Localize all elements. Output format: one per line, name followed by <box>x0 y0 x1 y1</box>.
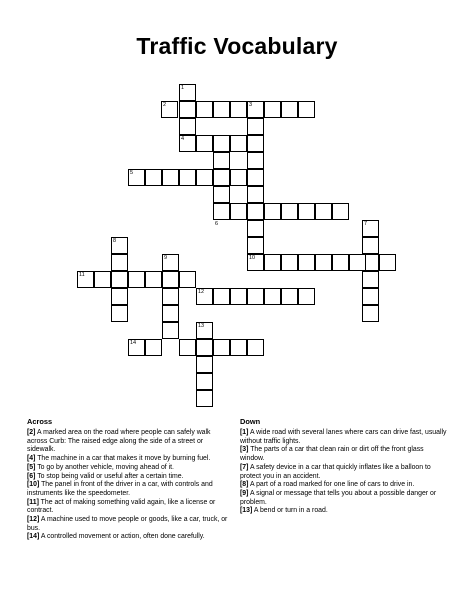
grid-cell[interactable] <box>179 101 196 118</box>
grid-cell[interactable] <box>281 203 298 220</box>
grid-cell[interactable] <box>162 305 179 322</box>
cell-number: 8 <box>113 238 117 244</box>
grid-cell[interactable] <box>196 373 213 390</box>
grid-cell[interactable] <box>179 339 196 356</box>
grid-cell[interactable] <box>162 288 179 305</box>
cell-number: 12 <box>198 289 205 295</box>
clue-text: A controlled movement or action, often done carefully. <box>40 533 205 541</box>
grid-cell[interactable] <box>362 288 379 305</box>
grid-cell[interactable] <box>213 135 230 152</box>
grid-cell[interactable] <box>213 203 230 220</box>
grid-cell[interactable] <box>230 288 247 305</box>
cell-number: 9 <box>164 255 168 261</box>
clue-number: [6] <box>27 472 36 480</box>
across-clue <box>27 481 231 498</box>
grid-cell[interactable] <box>213 288 230 305</box>
grid-cell[interactable] <box>315 254 332 271</box>
clue-number: [11] <box>27 498 39 506</box>
grid-cell[interactable] <box>213 152 230 169</box>
grid-cell[interactable] <box>264 288 281 305</box>
grid-cell[interactable] <box>281 288 298 305</box>
across-clue <box>27 516 231 533</box>
clue-text: A marked area on the road where people can safely walk across Curb: The raised edge along the side of a street or sidewalk. <box>27 429 211 454</box>
down-clue <box>240 446 448 463</box>
puzzle-title: Traffic Vocabulary <box>136 33 338 59</box>
grid-cell[interactable] <box>145 271 162 288</box>
grid-cell[interactable] <box>145 169 162 186</box>
grid-cell[interactable] <box>230 101 247 118</box>
grid-cell[interactable] <box>247 152 264 169</box>
grid-cell[interactable] <box>196 169 213 186</box>
grid-cell[interactable] <box>111 254 128 271</box>
cell-number: 7 <box>364 221 368 227</box>
clue-number: [9] <box>240 489 249 497</box>
clue-number: [10] <box>27 481 40 489</box>
grid-cell[interactable] <box>196 356 213 373</box>
down-clue <box>240 429 448 446</box>
grid-cell[interactable] <box>179 271 196 288</box>
grid-cell[interactable] <box>349 254 366 271</box>
clue-text: The panel in front of the driver in a car, with controls and instruments like the speedometer. <box>27 481 213 497</box>
clue-number: [3] <box>240 446 249 454</box>
grid-cell[interactable] <box>362 237 379 254</box>
cell-number: 14 <box>130 340 137 346</box>
grid-cell[interactable] <box>230 203 247 220</box>
down-heading: Down <box>240 417 261 426</box>
grid-cell[interactable] <box>162 322 179 339</box>
grid-cell[interactable] <box>264 203 281 220</box>
clue-text: A machine used to move people or goods, like a car, truck, or bus. <box>27 516 228 532</box>
clue-number: [7] <box>240 463 249 471</box>
clue-number: [12] <box>27 516 40 524</box>
grid-cell[interactable] <box>213 339 230 356</box>
grid-cell[interactable] <box>332 254 349 271</box>
grid-cell[interactable] <box>230 339 247 356</box>
clue-number: [5] <box>27 463 36 471</box>
clue-text: The act of making something valid again, like a license or contract. <box>27 498 216 515</box>
cell-number: 11 <box>79 272 85 278</box>
clue-number: [4] <box>27 455 36 463</box>
grid-cell[interactable] <box>281 254 298 271</box>
grid-cell[interactable] <box>213 169 230 186</box>
clue-text: To go by another vehicle, moving ahead of it. <box>37 463 174 471</box>
down-clue <box>240 481 448 490</box>
grid-cell[interactable] <box>298 101 315 118</box>
grid-cell[interactable] <box>281 101 298 118</box>
grid-cell[interactable] <box>230 135 247 152</box>
grid-cell[interactable] <box>111 305 128 322</box>
cell-number: 3 <box>249 102 253 108</box>
grid-cell[interactable] <box>247 135 264 152</box>
grid-cell[interactable] <box>247 288 264 305</box>
grid-cell[interactable] <box>264 254 281 271</box>
grid-cell[interactable] <box>145 339 162 356</box>
grid-cell[interactable] <box>94 271 111 288</box>
grid-cell[interactable] <box>179 169 196 186</box>
across-clue <box>27 533 231 542</box>
grid-cell[interactable] <box>247 169 264 186</box>
grid-cell[interactable] <box>362 305 379 322</box>
grid-cell[interactable] <box>362 271 379 288</box>
down-clues <box>240 417 448 516</box>
down-clue <box>240 507 448 516</box>
grid-cell[interactable] <box>196 101 213 118</box>
cell-number: 13 <box>198 323 205 329</box>
grid-cell[interactable] <box>162 271 179 288</box>
grid-cell[interactable] <box>247 186 264 203</box>
clue-number: [2] <box>27 429 36 436</box>
across-clue <box>27 473 231 482</box>
clue-number: [14] <box>27 533 40 541</box>
cell-number: 6 <box>215 221 219 227</box>
grid-cell[interactable] <box>230 169 247 186</box>
down-clue <box>240 464 448 481</box>
clue-text: A wide road with several lanes where cars can drive fast, usually without traffic lights. <box>240 429 447 445</box>
across-clue <box>27 499 231 516</box>
cell-number: 2 <box>163 102 167 108</box>
across-clue <box>27 455 231 464</box>
clue-text: A bend or turn in a road. <box>253 507 328 515</box>
clue-text: To stop being valid or useful after a certain time. <box>37 472 184 480</box>
grid-cell[interactable] <box>298 203 315 220</box>
across-clue <box>27 429 231 455</box>
clue-text: A safety device in a car that quickly inflates like a balloon to protect you in an accident. <box>240 463 431 480</box>
grid-cell[interactable] <box>179 118 196 135</box>
across-heading: Across <box>27 417 53 426</box>
across-clue <box>27 464 231 473</box>
grid-cell[interactable] <box>247 203 264 220</box>
clue-text: A signal or message that tells you about a possible danger or problem. <box>240 489 437 506</box>
across-clues <box>27 417 231 542</box>
grid-cell[interactable] <box>298 288 315 305</box>
grid-cell[interactable] <box>213 101 230 118</box>
grid-cell[interactable] <box>298 254 315 271</box>
clue-number: [1] <box>240 429 249 436</box>
grid-cell[interactable] <box>196 339 213 356</box>
grid-cell[interactable] <box>247 339 264 356</box>
cell-number: 4 <box>181 136 185 142</box>
clue-text: The machine in a car that makes it move by burning fuel. <box>37 455 211 463</box>
grid-cell[interactable] <box>111 288 128 305</box>
grid-cell[interactable] <box>264 101 281 118</box>
clue-number: [8] <box>240 481 249 489</box>
grid-cell[interactable] <box>213 186 230 203</box>
clue-text: A part of a road marked for one line of cars to drive in. <box>249 481 415 489</box>
grid-cell[interactable] <box>247 237 264 254</box>
grid-cell[interactable] <box>162 169 179 186</box>
clue-number: [13] <box>240 507 253 515</box>
grid-cell[interactable] <box>379 254 396 271</box>
grid-cell[interactable] <box>111 271 128 288</box>
grid-cell[interactable] <box>128 271 145 288</box>
grid-cell[interactable] <box>196 135 213 152</box>
grid-cell[interactable] <box>315 203 332 220</box>
grid-cell[interactable] <box>247 118 264 135</box>
cell-number: 10 <box>249 255 256 261</box>
grid-cell[interactable] <box>196 390 213 407</box>
grid-cell[interactable] <box>247 220 264 237</box>
clue-text: The parts of a car that clean rain or dirt off the front glass window. <box>240 446 424 463</box>
grid-cell[interactable] <box>332 203 349 220</box>
cell-number: 1 <box>181 85 185 91</box>
cell-number: 5 <box>130 170 134 176</box>
down-clue <box>240 490 448 507</box>
